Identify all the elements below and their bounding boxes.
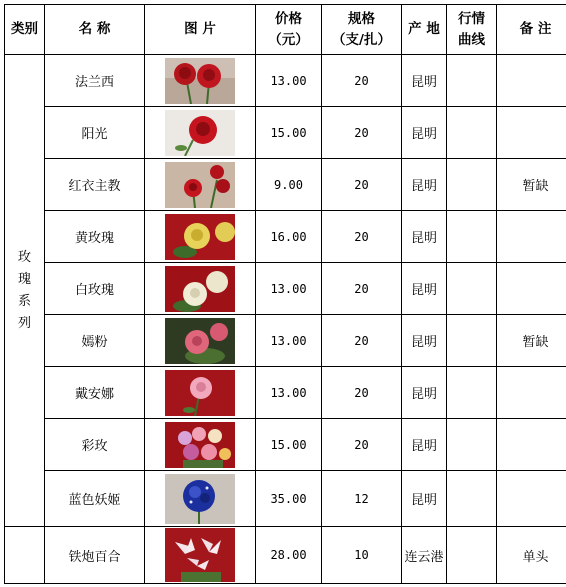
flower-price: 16.00 [256, 211, 322, 263]
table-row [5, 263, 566, 315]
flower-trend [447, 367, 497, 419]
flower-price-table [4, 4, 566, 584]
flower-trend [447, 419, 497, 471]
flower-origin: 昆明 [402, 107, 447, 159]
white-lily-photo [165, 528, 235, 582]
flower-name: 戴安娜 [45, 367, 145, 419]
flower-origin: 昆明 [402, 159, 447, 211]
category-char: 列 [17, 315, 31, 331]
flower-image-cell [145, 263, 256, 315]
flower-note [497, 419, 566, 471]
header-name: 名 称 [45, 5, 145, 55]
flower-price: 13.00 [256, 367, 322, 419]
flower-spec: 20 [322, 263, 402, 315]
white-rose-photo [165, 266, 235, 312]
header-spec [322, 5, 402, 55]
flower-trend [447, 263, 497, 315]
table-row [5, 527, 566, 584]
flower-spec: 20 [322, 419, 402, 471]
category-char: 玫 [17, 249, 31, 265]
table-row [5, 211, 566, 263]
flower-spec: 12 [322, 471, 402, 527]
header-spec-line1: 规格 [348, 10, 375, 27]
flower-origin: 昆明 [402, 471, 447, 527]
flower-image-cell [145, 527, 256, 584]
flower-origin: 连云港 [402, 527, 447, 584]
flower-spec: 20 [322, 211, 402, 263]
flower-note [497, 55, 566, 107]
flower-spec: 20 [322, 159, 402, 211]
flower-price: 13.00 [256, 315, 322, 367]
flower-origin: 昆明 [402, 315, 447, 367]
table-row [5, 107, 566, 159]
header-trend-line2: 曲线 [458, 31, 485, 48]
flower-spec: 20 [322, 55, 402, 107]
flower-image-cell [145, 315, 256, 367]
light-pink-rose-photo [165, 370, 235, 416]
flower-spec: 20 [322, 367, 402, 419]
header-trend [447, 5, 497, 55]
flower-image-cell [145, 107, 256, 159]
blue-rose-photo [165, 474, 235, 524]
header-price-line2: （元） [268, 31, 309, 48]
flower-note [497, 367, 566, 419]
flower-note [497, 211, 566, 263]
yellow-rose-photo [165, 214, 235, 260]
header-note: 备 注 [497, 5, 566, 55]
flower-name: 铁炮百合 [45, 527, 145, 584]
flower-name: 蓝色妖姬 [45, 471, 145, 527]
flower-image-cell [145, 471, 256, 527]
flower-trend [447, 211, 497, 263]
flower-price: 15.00 [256, 419, 322, 471]
flower-price: 35.00 [256, 471, 322, 527]
flower-origin: 昆明 [402, 367, 447, 419]
multicolor-rose-photo [165, 422, 235, 468]
table-row [5, 419, 566, 471]
header-image: 图 片 [145, 5, 256, 55]
flower-name: 黄玫瑰 [45, 211, 145, 263]
table-row [5, 159, 566, 211]
table-row [5, 315, 566, 367]
header-price-line1: 价格 [275, 10, 302, 27]
flower-trend [447, 315, 497, 367]
header-trend-line1: 行情 [458, 10, 485, 27]
flower-image-cell [145, 159, 256, 211]
flower-price: 15.00 [256, 107, 322, 159]
flower-trend [447, 159, 497, 211]
table-row [5, 55, 566, 107]
flower-name: 法兰西 [45, 55, 145, 107]
flower-trend [447, 527, 497, 584]
red-rose-bouquet-photo [165, 162, 235, 208]
flower-image-cell [145, 55, 256, 107]
flower-name: 彩玫 [45, 419, 145, 471]
flower-spec: 20 [322, 107, 402, 159]
flower-trend [447, 107, 497, 159]
flower-name: 白玫瑰 [45, 263, 145, 315]
table-row [5, 471, 566, 527]
flower-spec: 10 [322, 527, 402, 584]
flower-name: 阳光 [45, 107, 145, 159]
table-header-row [5, 5, 566, 55]
flower-name: 嫣粉 [45, 315, 145, 367]
flower-image-cell [145, 367, 256, 419]
flower-origin: 昆明 [402, 55, 447, 107]
flower-origin: 昆明 [402, 211, 447, 263]
flower-note: 暂缺 [497, 159, 566, 211]
flower-price: 13.00 [256, 263, 322, 315]
flower-origin: 昆明 [402, 263, 447, 315]
flower-note [497, 107, 566, 159]
flower-origin: 昆明 [402, 419, 447, 471]
flower-note [497, 263, 566, 315]
pink-rose-photo [165, 318, 235, 364]
header-category: 类别 [5, 5, 45, 55]
red-rose-photo [165, 58, 235, 104]
flower-price: 9.00 [256, 159, 322, 211]
flower-trend [447, 471, 497, 527]
flower-note: 暂缺 [497, 315, 566, 367]
header-spec-line2: （支/扎） [332, 31, 391, 48]
flower-price: 28.00 [256, 527, 322, 584]
flower-spec: 20 [322, 315, 402, 367]
category-char: 瑰 [17, 271, 31, 287]
red-rose-white-background-photo [165, 110, 235, 156]
category-lily-series [5, 527, 45, 584]
flower-name: 红衣主教 [45, 159, 145, 211]
category-rose-series [5, 55, 45, 527]
flower-trend [447, 55, 497, 107]
header-origin: 产 地 [402, 5, 447, 55]
flower-note: 单头 [497, 527, 566, 584]
flower-price: 13.00 [256, 55, 322, 107]
flower-image-cell [145, 211, 256, 263]
table-row [5, 367, 566, 419]
flower-image-cell [145, 419, 256, 471]
category-char: 系 [17, 293, 31, 309]
header-price [256, 5, 322, 55]
flower-note [497, 471, 566, 527]
